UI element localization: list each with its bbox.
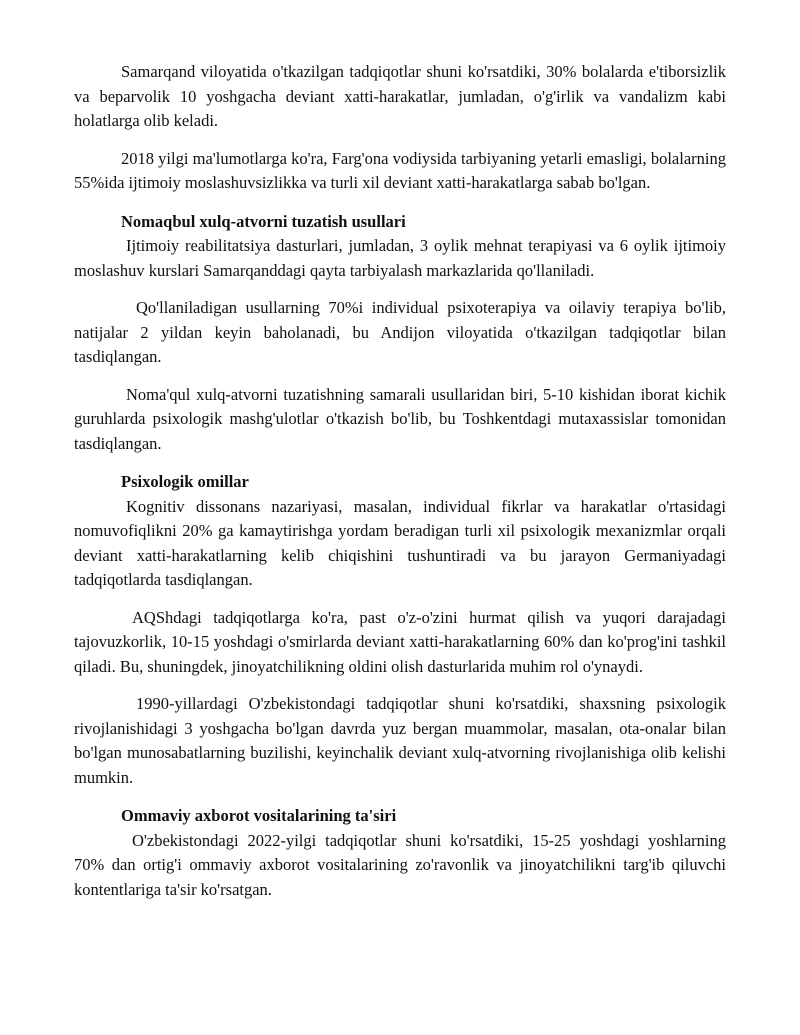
heading-psychological-factors: Psixologik omillar xyxy=(121,472,249,491)
paragraph-media-2022: O'zbekistondagi 2022-yilgi tadqiqotlar shuni ko'rsatdiki, 15-25 yoshdagi yoshlarning 70% dan ortig'i ommaviy axborot vositalarining zo'ravonlik va jinoyatchilikni targ'ib qiluvchi kontentlariga ta'sir ko'rsatgan. xyxy=(74,830,726,899)
heading-mass-media: Ommaviy axborot vositalarining ta'siri xyxy=(121,806,397,825)
paragraph-small-groups: Noma'qul xulq-atvorni tuzatishning samarali usullaridan biri, 5-10 kishidan iborat kichik guruhlarda psixologik mashg'ulotlar o'tkazish bo'lib, bu Toshkentdagi mutaxassislar tomonidan tasdiqlangan. xyxy=(74,384,726,453)
heading-correction-methods: Nomaqbul xulq-atvorni tuzatish usullari xyxy=(121,211,406,231)
paragraph-cognitive-dissonance: Kognitiv dissonans nazariyasi, masalan, individual fikrlar va harakatlar o'rtasidagi nomuvofiqlikni 20% ga kamaytirishga yordam beradigan turli xil psixologik mexanizmlar orqali deviant xatti-harakatlarning kelib chiqishini tushuntiradi va bu jarayon Germaniyadagi tadqiqotlarda tasdiqlangan. xyxy=(74,496,726,589)
paragraph-samarqand-study: Samarqand viloyatida o'tkazilgan tadqiqotlar shuni ko'rsatdiki, 30% bolalarda e'tiborsizlik va beparvolik 10 yoshgacha deviant xatti-harakatlar, jumladan, o'g'irlik va vandalizm kabi holatlarga olib keladi. xyxy=(74,62,726,130)
paragraph-rehabilitation-programs: Ijtimoiy reabilitatsiya dasturlari, jumladan, 3 oylik mehnat terapiyasi va 6 oylik ijtimoiy moslashuv kurslari Samarqanddagi qayta tarbiyalash markazlarida qo'llaniladi. xyxy=(74,236,726,280)
paragraph-uzbekistan-1990s: 1990-yillardagi O'zbekistondagi tadqiqotlar shuni ko'rsatdiki, shaxsning psixologik rivojlanishidagi 3 yoshgacha bo'lgan davrda yuz bergan muammolar, masalan, ota-onalar bilan bo'lgan munosabatlarning buzilishi, keyinchalik deviant xulq-atvorning rivojlanishiga olib kelishi mumkin. xyxy=(74,694,726,787)
paragraph-psychotherapy-share: Qo'llaniladigan usullarning 70%i individual psixoterapiya va oilaviy terapiya bo'lib, natijalar 2 yildan keyin baholanadi, bu Andijon viloyatida o'tkazilgan tadqiqotlar bilan tasdiqlangan. xyxy=(74,298,726,366)
paragraph-usa-study: AQShdagi tadqiqotlarga ko'ra, past o'z-o'zini hurmat qilish va yuqori darajadagi tajovuzkorlik, 10-15 yoshdagi o'smirlarda deviant xatti-harakatlarning 60% dan ko'prog'ini tashkil qiladi. Bu, shuningdek, jinoyatchilikning oldini olish dasturlarida muhim rol o'ynaydi. xyxy=(74,607,726,676)
paragraph-fergana-2018: 2018 yilgi ma'lumotlarga ko'ra, Farg'ona vodiysida tarbiyaning yetarli emasligi, bolalarning 55%ida ijtimoiy moslashuvsizlikka va turli xil deviant xatti-harakatlarga sabab bo'lgan. xyxy=(74,148,726,192)
